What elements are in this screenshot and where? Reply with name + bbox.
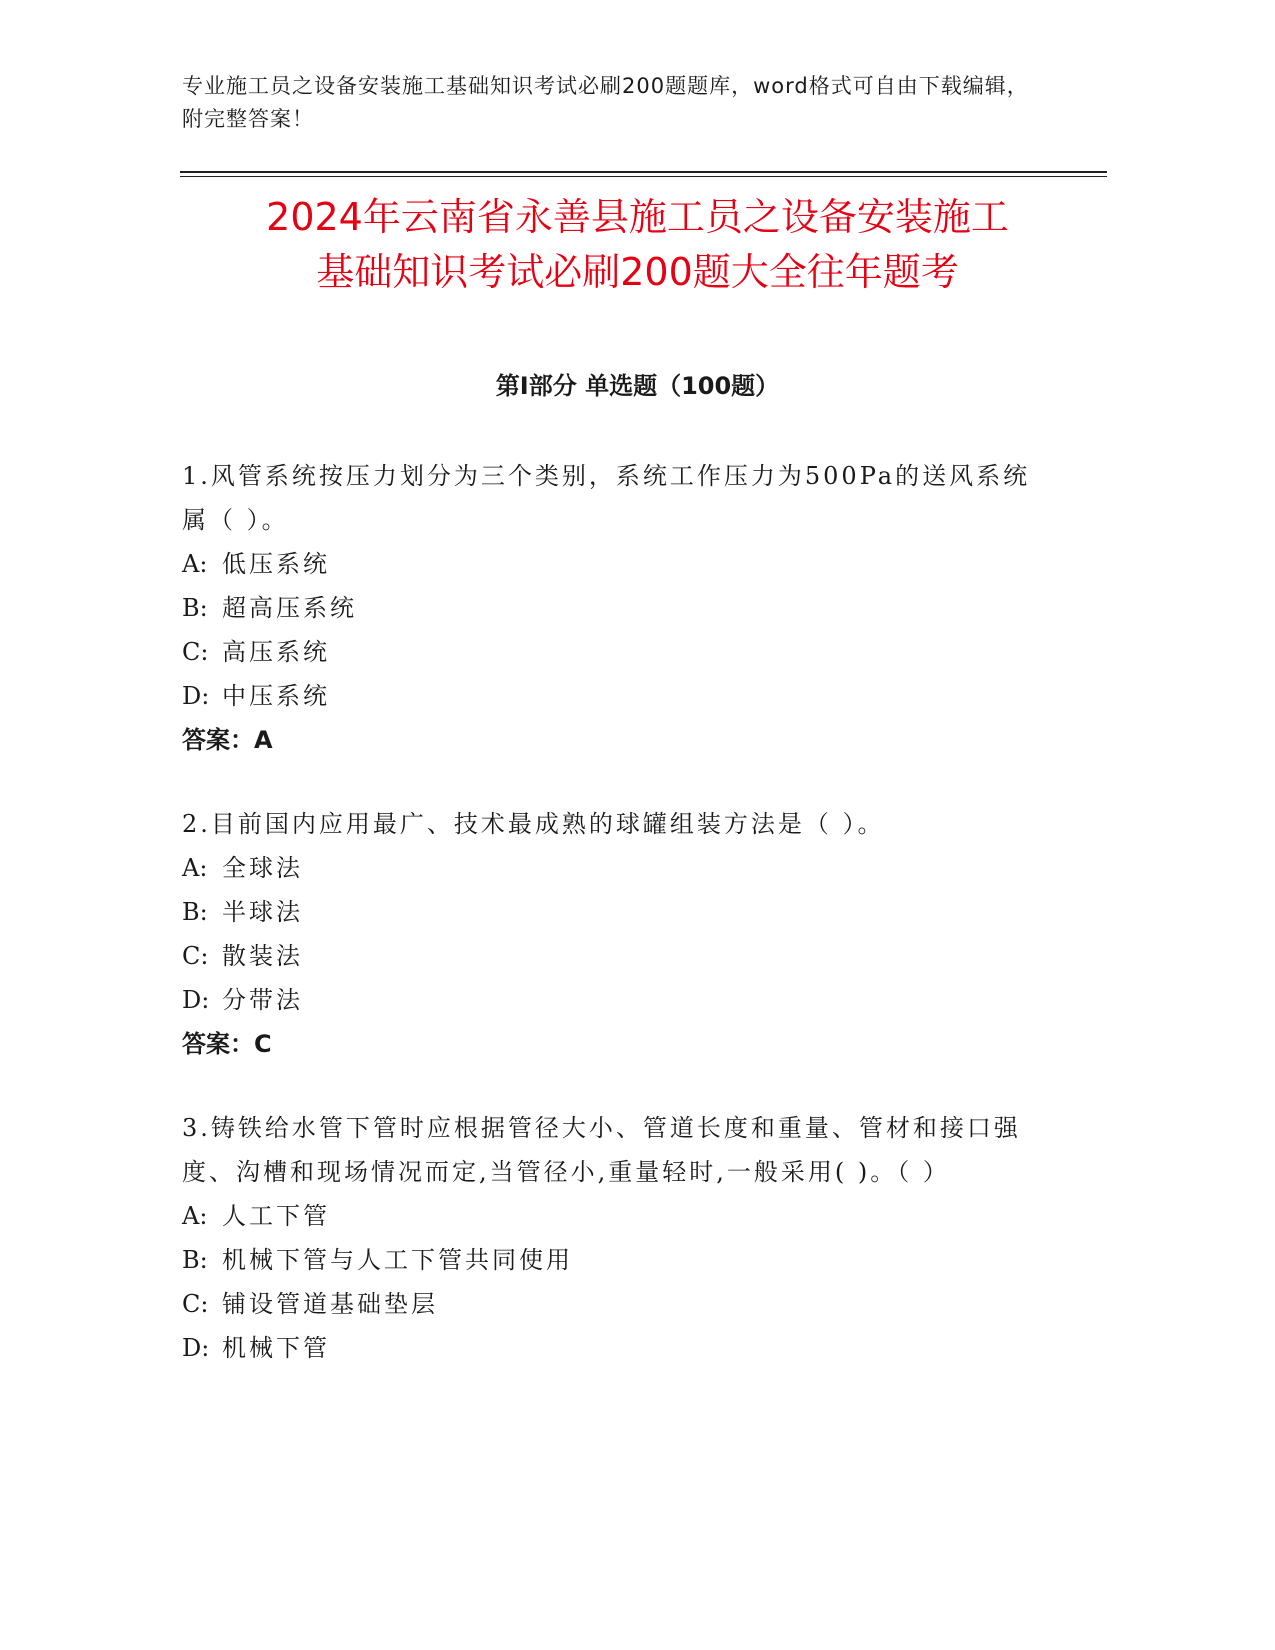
option-c [182,630,1032,674]
option-label: A: [182,550,208,578]
option-label: C: [182,1290,209,1318]
section-heading: 第Ⅰ部分 单选题（100题） [495,372,780,400]
option-d [182,978,1032,1022]
option-label: B: [182,898,208,926]
option-a [182,542,1032,586]
option-label: D: [182,682,210,710]
option-label: D: [182,1334,210,1362]
question-text: 1.风管系统按压力划分为三个类别，系统工作压力为500Pa的送风系统属（ ）。 [182,462,1031,534]
header-rule-thin [180,176,1107,177]
option-text: 中压系统 [222,682,330,710]
question-text: 3.铸铁给水管下管时应根据管径大小、管道长度和重量、管材和接口强度、沟槽和现场情况而定,当管径小,重量轻时,一般采用( )。（ ） [182,1114,1021,1186]
option-label: C: [182,942,209,970]
option-label: C: [182,638,209,666]
option-text: 分带法 [222,986,303,1014]
answer-line: 答案：C [182,1030,272,1058]
option-label: B: [182,1246,208,1274]
option-text: 机械下管 [222,1334,330,1362]
option-b [182,890,1032,934]
option-a [182,846,1032,890]
option-b [182,1238,1032,1282]
header-rule-thick [180,171,1107,173]
option-text: 高压系统 [222,638,330,666]
answer-line: 答案：A [182,726,273,754]
title-line-2: 基础知识考试必刷200题大全往年题考 [316,250,959,294]
option-label: A: [182,854,208,882]
header-note: 专业施工员之设备安装施工基础知识考试必刷200题题库，word格式可自由下载编辑，附完整答案！ [182,74,1029,131]
option-text: 机械下管与人工下管共同使用 [222,1246,573,1274]
option-text: 低压系统 [222,550,330,578]
option-label: B: [182,594,208,622]
option-text: 人工下管 [222,1202,330,1230]
option-text: 超高压系统 [222,594,357,622]
question-text: 2.目前国内应用最广、技术最成熟的球罐组装方法是（ ）。 [182,810,885,838]
option-c [182,1282,1032,1326]
option-text: 铺设管道基础垫层 [222,1290,438,1318]
option-label: A: [182,1202,208,1230]
option-text: 全球法 [222,854,303,882]
question-3 [182,1106,1032,1370]
option-a [182,1194,1032,1238]
question-2 [182,802,1032,1066]
title-line-1: 2024年云南省永善县施工员之设备安装施工 [266,195,1009,239]
option-d [182,674,1032,718]
option-d [182,1326,1032,1370]
option-c [182,934,1032,978]
document-title [130,190,1145,300]
option-text: 半球法 [222,898,303,926]
option-label: D: [182,986,210,1014]
question-1 [182,454,1032,762]
option-text: 散装法 [222,942,303,970]
option-b [182,586,1032,630]
